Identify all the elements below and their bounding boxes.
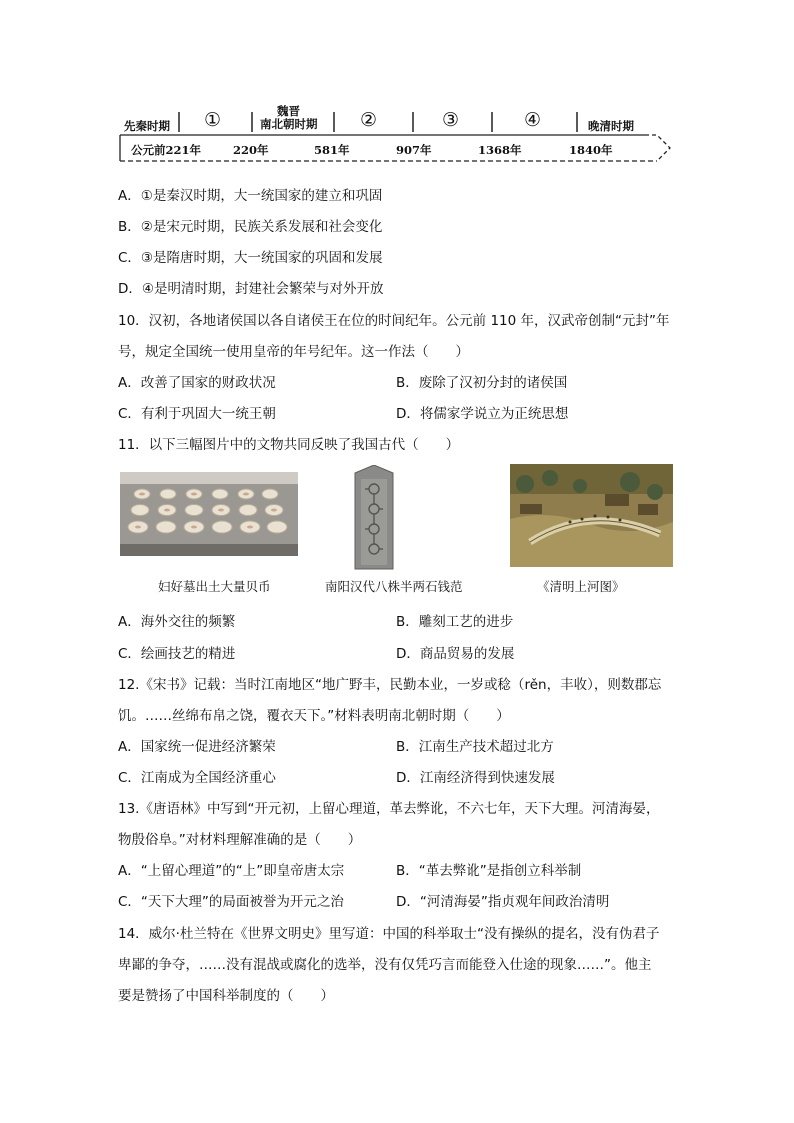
- q9-option-b: B．②是宋元时期，民族关系发展和社会变化: [118, 219, 383, 235]
- timeline-marker-1: ①: [204, 109, 222, 131]
- caption-shell-coins: 妇好墓出土大量贝币: [158, 579, 271, 594]
- q11-option-d: D．商品贸易的发展: [396, 646, 515, 662]
- q13-stem-line2: 物殷俗阜。”对材料理解准确的是（ ）: [118, 832, 362, 848]
- q12-option-c: C．江南成为全国经济重心: [118, 770, 276, 786]
- q13-option-d: D．“河清海晏”指贞观年间政治清明: [396, 894, 610, 910]
- q10-option-a: A．改善了国家的财政状况: [118, 375, 276, 391]
- q11-option-b: B．雕刻工艺的进步: [396, 614, 514, 630]
- q13-option-c: C．“天下大理”的局面被誉为开元之治: [118, 894, 344, 910]
- q12-stem-line1: 12.《宋书》记载：当时江南地区“地广野丰，民勤本业，一岁或稔（rěn，丰收），则数郡忘: [118, 677, 662, 693]
- q10-option-d: D．将儒家学说立为正统思想: [396, 406, 569, 422]
- timeline-year-3: 581年: [314, 143, 350, 157]
- q10-option-b: B．废除了汉初分封的诸侯国: [396, 375, 568, 391]
- q10-option-c: C．有利于巩固大一统王朝: [118, 406, 276, 422]
- caption-stone-mold: 南阳汉代八株半两石钱范: [325, 579, 463, 594]
- timeline-right-label: 晚清时期: [588, 119, 634, 133]
- q9-option-a: A．①是秦汉时期，大一统国家的建立和巩固: [118, 188, 383, 204]
- timeline-marker-2: ②: [360, 109, 378, 131]
- timeline-year-1: 公元前221年: [131, 143, 202, 157]
- q11-option-c: C．绘画技艺的精进: [118, 646, 236, 662]
- q14-stem-line3: 要是赞扬了中国科举制度的（ ）: [118, 988, 334, 1004]
- q11-stem: 11．以下三幅图片中的文物共同反映了我国古代（ ）: [118, 437, 460, 453]
- q12-option-a: A．国家统一促进经济繁荣: [118, 739, 276, 755]
- timeline-year-4: 907年: [396, 143, 432, 157]
- timeline-year-6: 1840年: [569, 143, 613, 157]
- q9-option-d: D．④是明清时期，封建社会繁荣与对外开放: [118, 281, 384, 297]
- timeline-marker-3: ③: [442, 109, 460, 131]
- q12-option-d: D．江南经济得到快速发展: [396, 770, 555, 786]
- q14-stem-line2: 卑鄙的争夺，……没有混战或腐化的选举，没有仅凭巧言而能登入仕途的现象……”。他主: [118, 957, 652, 973]
- qingming-painting-drawing: [510, 464, 673, 567]
- stone-coin-mold-drawing: [345, 465, 403, 575]
- q13-option-b: B．“革去弊讹”是指创立科举制: [396, 863, 582, 879]
- q14-stem-line1: 14．威尔·杜兰特在《世界文明史》里写道：中国的科举取士“没有操纵的提名，没有伪君子: [118, 926, 660, 942]
- q10-stem-line2: 号，规定全国统一使用皇帝的年号纪年。这一作法（ ）: [118, 344, 469, 360]
- timeline-year-2: 220年: [233, 143, 269, 157]
- stone-coin-mold-photo: [345, 465, 403, 575]
- q13-option-a: A．“上留心理道”的“上”即皇帝唐太宗: [118, 863, 345, 879]
- q10-stem-line1: 10．汉初，各地诸侯国以各自诸侯王在位的时间纪年。公元前 110 年，汉武帝创制“元封”年: [118, 313, 670, 329]
- q13-stem-line1: 13.《唐语林》中写到“开元初，上留心理道，革去弊讹，不六七年，天下大理。河清海晏，: [118, 801, 660, 817]
- q12-option-b: B．江南生产技术超过北方: [396, 739, 554, 755]
- shell-coins-drawing: [120, 472, 298, 556]
- q12-stem-line2: 饥。……丝绵布帛之饶，覆衣天下。”材料表明南北朝时期（ ）: [118, 708, 510, 724]
- qingming-painting-photo: [510, 464, 673, 567]
- q9-option-c: C．③是隋唐时期，大一统国家的巩固和发展: [118, 250, 383, 266]
- q11-option-a: A．海外交往的频繁: [118, 614, 236, 630]
- timeline-marker-4: ④: [524, 109, 542, 131]
- timeline-weijin-top: 魏晋: [277, 104, 300, 118]
- timeline-weijin-bottom: 南北朝时期: [260, 117, 318, 131]
- caption-qingming: 《清明上河图》: [537, 579, 625, 594]
- timeline-year-5: 1368年: [478, 143, 522, 157]
- shell-coins-photo: [120, 472, 298, 556]
- timeline-left-label: 先秦时期: [124, 119, 170, 133]
